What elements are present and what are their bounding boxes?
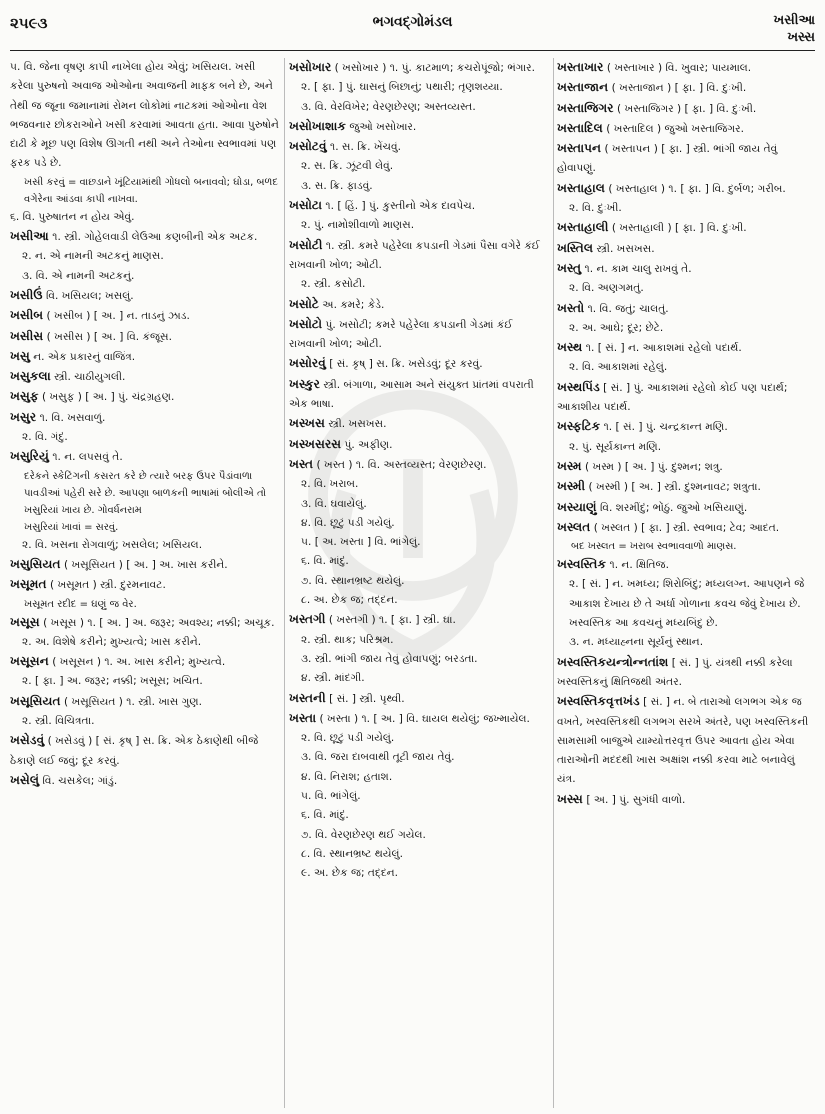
definition-text: ( ખસ્તાજિગર ) [ ફા. ] વિ. દુઃખી.	[616, 102, 757, 115]
dictionary-entry	[289, 315, 549, 355]
dictionary-entry	[557, 457, 815, 477]
column-divider	[553, 58, 554, 1108]
dictionary-entry	[557, 378, 815, 418]
definition-text: અ. કમરે; કેડે.	[322, 298, 385, 311]
definition-text: ૩. વિ. વેરવિખેર; વેરણછેરણ; અસ્તવ્યસ્ત.	[301, 100, 476, 113]
definition-text: પું. અફીણ.	[344, 438, 393, 451]
dictionary-entry	[289, 414, 549, 434]
headword: ખસ્તગી	[289, 612, 326, 627]
definition-text: ૨. અ. વિશેષે કરીને; મુખ્યત્વે; ખાસ કરીને.	[22, 635, 202, 648]
definition-text: ૨. [ સં. ] ન. ખમધ્ય; શિરોબિંદુ; મધ્યલગ્ન. આપણને જે આકાશ દેખાય છે તે અર્ધા ગોળાના કવચ જેવું દેખાય છે. ખસ્વસ્તિક આ કવચનું મધ્યબિંદુ છે.	[569, 578, 805, 630]
definition-text: ( ખસૂસિયત ) [ અ. ] અ. ખાસ કરીને.	[63, 558, 228, 571]
definition-text: ( ખસ્તાહાલ ) ૧. [ ફા. ] વિ. દુર્બળ; ગરીબ.	[608, 182, 786, 195]
dictionary-entry	[10, 327, 280, 347]
definition-text: ( ખસુફ ) [ અ. ] પું. ચંદ્રગ્રહણ.	[41, 391, 175, 404]
dictionary-entry	[10, 447, 280, 467]
definition-text: ૧. [ હિં. ] પું. કુસ્તીનો એક દાવપેચ.	[325, 200, 476, 213]
definition-text: ( ખસ્તાપન ) [ ફા. ] સ્ત્રી. ભાંગી જાય તેવું હોવાપણું.	[557, 143, 778, 175]
definition-text: ( ખસેડવું ) [ સં. કૃષ્ ] સ. ક્રિ. એક ઠેકાણેથી બીજે ઠેકાણે લઈ જવું; દૂર કરવું.	[10, 735, 259, 767]
headword: ખસ્તુ	[557, 260, 582, 275]
definition-text: પું. ખસોટી; કમરે પહેરેલા કપડાની ગેડમાં કંઈ રાખવાની ખોળ; ઓટી.	[289, 318, 513, 351]
definition-text: ( ખસ્તગી ) ૧. [ ફા. ] સ્ત્રી. ઘા.	[328, 614, 456, 627]
dictionary-entry	[557, 575, 815, 633]
dictionary-entry	[10, 633, 280, 652]
definition-text: ૧. ન. ક્ષિતિજ.	[609, 559, 669, 572]
dictionary-entry	[289, 689, 549, 709]
dictionary-entry	[557, 538, 815, 555]
headword: ખસ્તાજિગર	[557, 100, 614, 115]
definition-text: ૧. સ્ત્રી. કમરે પહેરેલા કપડાની ગેડમાં પૈસા વગેરે કંઈ રાખવાની ખોળ; ઓટી.	[289, 239, 540, 271]
definition-text: ૭. વિ. વેરણછેરણ થઈ ગયેલ.	[301, 828, 426, 841]
definition-text: ૪. સ્ત્રી. માંદગી.	[301, 672, 365, 685]
definition-text: ( ખસ્તાજાન ) [ ફા. ] વિ. દુઃખી.	[611, 82, 747, 95]
dictionary-entry	[289, 806, 549, 825]
dictionary-entry	[10, 247, 280, 266]
dictionary-entry	[10, 771, 280, 791]
dictionary-entry	[557, 555, 815, 575]
definition-text: [ સં. ] પું. યંત્રથી નક્કી કરેલા ખસ્વસ્તિકનું ક્ષિતિજથી અંતર.	[557, 656, 793, 688]
dictionary-entry	[10, 174, 280, 208]
dictionary-entry	[557, 633, 815, 652]
headword: ખસ્તો	[557, 300, 585, 315]
dictionary-entry	[557, 299, 815, 319]
dictionary-entry	[10, 286, 280, 306]
definition-text: ૨. વિ. ગંદું.	[22, 431, 68, 444]
headword: ખસ્થપિંડ	[557, 379, 600, 394]
definition-text: ૨. પું. સૂર્યકાન્ત મણિ.	[569, 440, 662, 453]
headword: ખસ્સ	[557, 791, 583, 806]
headword: ખસુકલા	[10, 369, 51, 384]
dictionary-entry	[289, 729, 549, 748]
dictionary-entry	[289, 78, 549, 97]
definition-text: ૩. સ. ક્રિ. ફાડવું.	[301, 179, 373, 192]
definition-text: વિ. ખસિયલ; ખસલું.	[45, 289, 134, 302]
page-number: ૨૫૯૩	[10, 14, 48, 32]
dictionary-entry	[557, 58, 815, 78]
headword: ખસ્ફટિક	[557, 419, 601, 434]
definition-text: ( ખસૂમત ) સ્ત્રી. દુરમનાવટ.	[49, 579, 166, 592]
dictionary-entry	[557, 358, 815, 377]
dictionary-entry	[10, 227, 280, 247]
definition-text: ૮. વિ. સ્થાનભ્રષ્ટ થયેલું.	[301, 847, 403, 860]
dictionary-entry	[289, 650, 549, 669]
dictionary-entry	[289, 495, 549, 514]
definition-text: [ સં. ] પું. આકાશમાં રહેલો કોઈ પણ પદાર્થ; આકાશીય પદાર્થ.	[557, 381, 788, 414]
headword: ખસુફ	[10, 389, 39, 404]
headword: ખસોટવું	[289, 139, 327, 154]
dictionary-entry	[289, 236, 549, 276]
headword: ખસ્તિલ	[557, 240, 594, 255]
definition-text: સ્ત્રી. ચાઠીયુગલી.	[54, 371, 126, 384]
dictionary-entry	[289, 768, 549, 787]
definition-text: ૧. ન. લપસવું તે.	[52, 451, 123, 464]
guide-word-first: ખસીઆ	[773, 13, 815, 28]
headword: ખસોરવું	[289, 356, 326, 371]
definition-text: ૨. સ્ત્રી. વિચિત્રતા.	[22, 715, 95, 728]
headword: ખસીઆ	[10, 229, 49, 244]
definition-text: ( ખસ્તા ) ૧. [ અ. ] વિ. ઘાયલ થયેલું; જખ્માયેલ.	[319, 712, 530, 725]
dictionary-entry	[10, 428, 280, 447]
dictionary-entry	[10, 613, 280, 633]
dictionary-entry	[10, 58, 280, 174]
definition-text: ૩. વિ. ઘવાયેલું.	[301, 497, 367, 510]
dictionary-entry	[10, 267, 280, 286]
headword: ખસ્તાજાન	[557, 80, 609, 95]
definition-text: સ્ત્રી. ખસખસ.	[596, 242, 655, 255]
headword: ખસ્તાદિલ	[557, 120, 603, 135]
definition-text: ( ખસ્ત ) ૧. વિ. અસ્તવ્યસ્ત; વેરણછેરણ.	[316, 458, 487, 471]
dictionary-entry	[289, 455, 549, 475]
definition-text: ૩. ન. મધ્યાહ્નના સૂર્યનું સ્થાન.	[569, 636, 704, 649]
headword: ખસ્થ	[557, 340, 583, 355]
definition-text: ૨. વિ. છૂટું પડી ગયેલું.	[301, 732, 395, 745]
definition-text: ( ખસ્તાહાલી ) [ ફા. ] વિ. દુઃખી.	[611, 222, 747, 235]
definition-text: વિ. શરમીંદું; ભોંઠું. જુઓ ખસિયાણું.	[600, 501, 748, 514]
dictionary-entry	[289, 375, 549, 415]
definition-text: જુઓ ખસોખાર.	[349, 120, 417, 133]
definition-text: ૫. વિ. ભાંગેલું.	[301, 789, 361, 802]
headword: ખસ્વસ્તિક	[557, 557, 607, 572]
dictionary-entry	[289, 572, 549, 591]
column-2	[289, 58, 549, 1108]
definition-text: ( ખસીબ ) [ અ. ] ન. તાડનું ઝાડ.	[46, 310, 190, 323]
definition-text: ૨. વિ. ખરાબ.	[301, 478, 359, 491]
dictionary-entry	[289, 58, 549, 78]
definition-text: ૨. વિ. આકાશમાં રહેલું.	[569, 361, 668, 374]
dictionary-entry	[10, 692, 280, 712]
dictionary-entry	[289, 709, 549, 729]
dictionary-entry	[289, 787, 549, 806]
headword: ખસુ	[10, 348, 30, 363]
headword: ખસ્તાખાર	[557, 60, 604, 74]
definition-text: ૬. વિ. માંદું.	[301, 809, 349, 822]
definition-text: ૪. વિ. નિરાશ; હતાશ.	[301, 770, 393, 783]
dictionary-entry	[557, 319, 815, 338]
dictionary-entry	[10, 712, 280, 731]
headword: ખસ્તની	[289, 690, 326, 705]
headword: ખસ્યાણું	[557, 499, 597, 514]
definition-text: ૧. વિ. જતું; ચાલતું.	[587, 302, 669, 315]
dictionary-entry	[10, 596, 280, 613]
definition-text: ૫. [ અ. ખસ્તા ] વિ. ભાંગેલું.	[301, 536, 421, 549]
headword: ખસ્ખસ	[289, 416, 325, 431]
headword: ખસૂસિયત	[10, 693, 61, 708]
dictionary-entry	[10, 306, 280, 326]
dictionary-entry	[289, 826, 549, 845]
definition-text: ૫. વિ. જેના વૃષણ કાપી નાખેલા હોય એવું; ખસિયલ. ખસી કરેલા પુરુષનો અવાજ ઓઓના અવાજની માફક બને છે, અને તેથી જ જૂના જમાનામાં રોમન લોકોમાં નાટકમાં ઓઓના વેશ ભજવનાર છોકરાઓને ખસી કરવામાં આવતા હતા. આવા પુરુષોને દાઢી કે મૂછ પણ વિશેષ ઊગતી નથી અને તેઓના સ્વભાવમાં પણ ફરક પડે છે.	[10, 61, 279, 170]
dictionary-entry	[557, 259, 815, 279]
dictionary-entry	[289, 610, 549, 630]
definition-text: [ અ. ] પું. સુગંધી વાળો.	[586, 793, 686, 806]
dictionary-entry	[10, 387, 280, 407]
dictionary-entry	[289, 137, 549, 157]
definition-text: ખસી કરવું = વાછડાને ખૂંટિયામાંથી ગોધલો બનાવવો; ઘોડા, બળદ વગેરેના આંડવા કાપી નાખવા.	[24, 176, 278, 205]
guide-words	[774, 12, 815, 46]
headword: ખસેલું	[10, 772, 40, 787]
dictionary-entry	[10, 367, 280, 387]
definition-text: ( ખસૂસિયત ) ૧. સ્ત્રી. ખાસ ગુણ.	[63, 695, 203, 708]
definition-text: ( ખસોખાર ) ૧. પું. કાટમાળ; કચરોપૂંજો; ભંગાર.	[334, 62, 535, 74]
definition-text: ૨. અ. આઘે; દૂર; છેટે.	[569, 321, 664, 334]
definition-text: સ્ત્રી. બંગાળા, આસામ અને સંયુક્ત પ્રાંતમાં વપરાતી એક ભાષા.	[289, 378, 534, 411]
dictionary-entry	[557, 99, 815, 119]
definition-text: ૧. [ સં. ] પું. ચન્દ્રકાન્ત મણિ.	[603, 421, 728, 434]
definition-text: [ સં. ] ન. બે તારાઓ લગભગ એક જ વખતે, ખસ્વસ્તિકથી લગભગ સરખે અંતરે, પણ ખસ્વસ્તિકની સામસામી બાજુએ યામ્યોત્તરવૃત્ત ઉપર આવતા હોય એવા તારાઓની મદદથી ખાસ અક્ષાંશ નક્કી કરવા માટે બનાવેલું યંત્ર.	[557, 696, 809, 786]
dictionary-entry	[289, 98, 549, 117]
dictionary-entry	[10, 468, 280, 519]
column-1	[10, 58, 280, 1108]
definition-text: ૨. વિ. અણગમતું.	[569, 282, 644, 295]
headword: ખસુરિયું	[10, 449, 49, 464]
dictionary-entry	[289, 669, 549, 688]
headword: ખસૂસ	[10, 614, 40, 629]
definition-text: ૧. [ સં. ] ન. આકાશમાં રહેલો પદાર્થ.	[585, 342, 742, 355]
definition-text: ૬. વિ. માંદું.	[301, 555, 349, 568]
page-header	[10, 8, 815, 50]
book-title: ભગવદ્ગોમંડલ	[372, 14, 453, 30]
definition-text: ૨. વિ. ખસના રોગવાળું; ખસલેલ; ખસિયલ.	[22, 538, 203, 551]
definition-text: ૨. સ. ક્રિ. ઝૂંટવી લેવું.	[301, 160, 394, 173]
definition-text: દરેકને સ્કેટિંગની કસરત કરે છે ત્યારે બરફ ઉપર પૈડાંવાળા પાવડીઆં પહેરી સરે છે. આપણા બાળકની ભાષામાં બોલીએ તો ખસુરિયાં ખાય છે. ગોવર્ધનરામ	[24, 470, 267, 516]
definition-text: ૨. સ્ત્રી. થાક; પરિશ્રમ.	[301, 633, 394, 646]
column-3	[557, 58, 815, 1108]
definition-text: ૮. અ. છેક જ; તદ્દન.	[301, 594, 398, 607]
dictionary-entry	[289, 157, 549, 176]
headword: ખસ્મ	[557, 458, 582, 473]
dictionary-entry	[557, 518, 815, 538]
definition-text: ૩. વિ. એ નામની અટકનું.	[22, 269, 135, 282]
definition-text: ૧. સ. ક્રિ. ખેંચવું.	[330, 141, 401, 154]
dictionary-entry	[289, 552, 549, 571]
dictionary-entry	[289, 196, 549, 216]
dictionary-entry	[289, 864, 549, 883]
headword: ખસ્ખસરસ	[289, 436, 342, 451]
definition-text: ૪. વિ. છૂટું પડી ગયેલું.	[301, 516, 395, 529]
dictionary-entry	[557, 477, 815, 497]
definition-text: [ સં. કૃષ્ ] સ. ક્રિ. ખસેડવું; દૂર કરવું.	[329, 358, 483, 371]
definition-text: ( ખસૂસ ) ૧. [ અ. ] અ. જરૂર; અવશ્ય; નક્કી; અચૂક.	[43, 616, 275, 629]
headword: ખસ્તાહાલ	[557, 180, 605, 195]
definition-text: ૧. સ્ત્રી. ગોહેલવાડી લેઉઆ કણબીની એક અટક.	[52, 231, 258, 244]
definition-text: ૩. સ્ત્રી. ભાંગી જાય તેવું હોવાપણું; બરડતા.	[301, 652, 478, 665]
headword: ખસ્તાહાલી	[557, 220, 609, 235]
headword: ખસૂસન	[10, 654, 49, 669]
dictionary-entry	[10, 731, 280, 771]
dictionary-entry	[557, 653, 815, 693]
definition-text: વિ. ચસકેલ; ગાંડું.	[42, 774, 118, 787]
definition-text: ખસૂમત રદીદ = ઘણું જ વેર.	[24, 598, 137, 610]
dictionary-entry	[557, 790, 815, 810]
headword: ખસૂમત	[10, 577, 47, 592]
headword: ખસ્વસ્તિકવૃત્તખંડ	[557, 694, 640, 709]
definition-text: ખસુરિયાં ખાવાં = સરવું.	[24, 521, 119, 533]
dictionary-entry	[289, 845, 549, 864]
definition-text: ૨. સ્ત્રી. કસોટી.	[301, 278, 366, 291]
headword: ખસ્લત	[557, 519, 591, 534]
dictionary-entry	[10, 519, 280, 536]
headword: ખસીસ	[10, 328, 44, 343]
dictionary-entry	[289, 748, 549, 767]
dictionary-entry	[557, 139, 815, 179]
dictionary-entry	[557, 417, 815, 437]
definition-text: ૧. ન. કામ ચાલુ રાખવું તે.	[584, 262, 692, 275]
dictionary-entry	[557, 119, 815, 139]
headword: ખસ્તાપન	[557, 141, 602, 156]
definition-text: બદ ખસ્લત = ખરાબ સ્વભાવવાળો માણસ.	[571, 541, 737, 553]
dictionary-entry	[10, 347, 280, 367]
dictionary-entry	[10, 555, 280, 575]
dictionary-entry	[289, 533, 549, 552]
headword: ખસોખાર	[289, 60, 332, 74]
definition-text: ૨. [ ફા. ] અ. જરૂર; નક્કી; ખસૂસ; ખચિત.	[22, 675, 203, 688]
definition-text: ( ખસ્મી ) [ અ. ] સ્ત્રી. દુશ્મનાવટ; શત્રુતા.	[588, 481, 761, 494]
headword: ખસ્ત	[289, 456, 314, 471]
headword: ખસુર	[10, 409, 37, 424]
dictionary-entry	[289, 591, 549, 610]
dictionary-entry	[10, 208, 280, 227]
dictionary-entry	[10, 652, 280, 672]
headword: ખસ્કુર	[289, 376, 320, 391]
definition-text: ૨. પું. નામોશીવાળો માણસ.	[301, 219, 415, 232]
headword: ખસુસિયત	[10, 556, 61, 571]
dictionary-entry	[289, 354, 549, 374]
headword: ખસ્વસ્તિકયન્ત્રોન્નતાંશ	[557, 654, 669, 669]
dictionary-entry	[10, 408, 280, 428]
definition-text: ૨. [ ફા. ] પું. ઘાસનું બિછાનું; પથારી; તૃણશય્યા.	[301, 81, 503, 94]
dictionary-entry	[557, 239, 815, 259]
definition-text: ( ખસીસ ) [ અ. ] વિ. કંજૂસ.	[46, 330, 172, 343]
dictionary-entry	[289, 275, 549, 294]
dictionary-entry	[289, 295, 549, 315]
dictionary-entry	[10, 536, 280, 555]
definition-text: ( ખસ્તાખાર ) વિ. ખુવાર; પાયમાલ.	[606, 62, 752, 74]
headword: ખસીબ	[10, 308, 44, 323]
definition-text: ( ખસૂસન ) ૧. અ. ખાસ કરીને; મુખ્યત્વે.	[52, 656, 226, 669]
headword: ખસોટો	[289, 316, 323, 331]
definition-text: ૬. વિ. પુરુષાતન ન હોય એવું.	[10, 210, 135, 223]
definition-text: ૭. વિ. સ્થાનભ્રષ્ટ થયેલું.	[301, 574, 405, 587]
definition-text: સ્ત્રી. ખસખસ.	[328, 418, 387, 431]
header-rule	[10, 50, 815, 51]
dictionary-entry	[289, 475, 549, 494]
dictionary-entry	[289, 117, 549, 137]
headword: ખસોટા	[289, 198, 323, 213]
definition-text: ૯. અ. છેક જ; તદ્દન.	[301, 867, 399, 880]
definition-text: ( ખસ્લત ) [ ફા. ] સ્ત્રી. સ્વભાવ; ટેવ; આદત.	[593, 521, 780, 534]
headword: ખસોખાશાક	[289, 118, 346, 133]
definition-text: ( ખસ્તાદિલ ) જુઓ ખસ્તાજિગર.	[606, 122, 744, 135]
dictionary-entry	[557, 218, 815, 238]
column-divider	[284, 58, 285, 1108]
dictionary-entry	[289, 216, 549, 235]
definition-text: ૧. વિ. ખસવાળું.	[39, 411, 106, 424]
dictionary-entry	[557, 279, 815, 298]
dictionary-entry	[557, 199, 815, 218]
dictionary-entry	[557, 692, 815, 789]
dictionary-entry	[557, 338, 815, 358]
definition-text: ( ખસ્મ ) [ અ. ] પું. દુશ્મન; શત્રુ.	[585, 460, 723, 473]
dictionary-entry	[557, 438, 815, 457]
dictionary-entry	[10, 575, 280, 595]
headword: ખસેડવું	[10, 733, 45, 748]
headword: ખસ્તા	[289, 710, 317, 725]
dictionary-entry	[289, 177, 549, 196]
dictionary-entry	[557, 498, 815, 518]
definition-text: ૩. વિ. જરા દાબવાથી તૂટી જાય તેવું.	[301, 751, 455, 764]
definition-text: ૨. ન. એ નામની અટકનું માણસ.	[22, 250, 164, 263]
dictionary-entry	[10, 672, 280, 691]
headword: ખસ્મી	[557, 479, 586, 494]
dictionary-entry	[289, 631, 549, 650]
dictionary-entry	[289, 435, 549, 455]
dictionary-entry	[557, 179, 815, 199]
dictionary-entry	[289, 514, 549, 533]
definition-text: [ સં. ] સ્ત્રી. પૃથ્વી.	[329, 692, 405, 705]
dictionary-entry	[557, 78, 815, 98]
definition-text: ૨. વિ. દુઃખી.	[569, 202, 622, 215]
headword: ખસોટી	[289, 237, 323, 252]
guide-word-last: ખસ્સ	[787, 30, 815, 45]
headword: ખસીઉં	[10, 287, 43, 302]
headword: ખસોટે	[289, 296, 320, 311]
definition-text: ન. એક પ્રકારનું વાજિંત્ર.	[33, 350, 136, 363]
